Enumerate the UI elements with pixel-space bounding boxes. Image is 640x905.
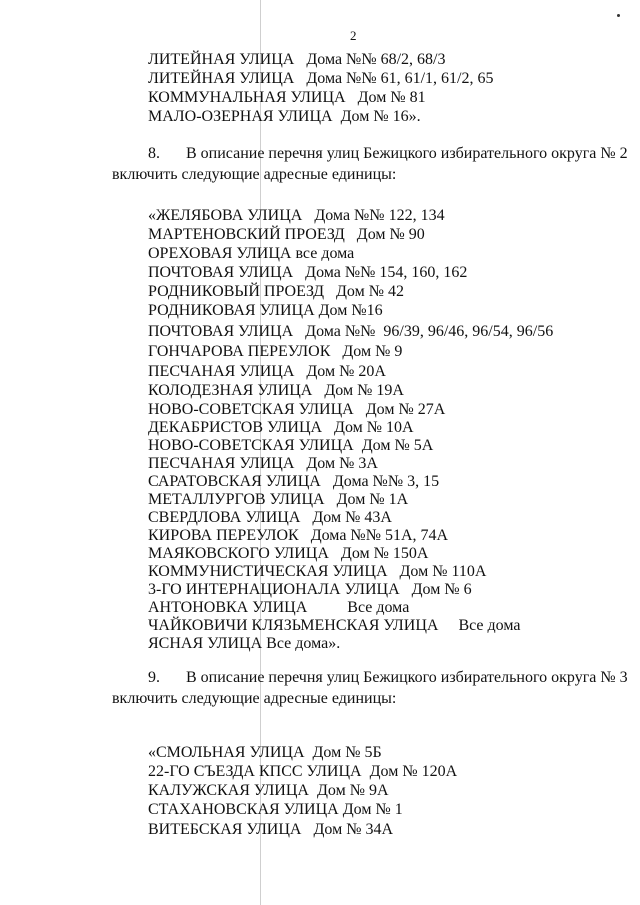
address-line: ЯСНАЯ УЛИЦА Все дома». — [148, 635, 341, 652]
scan-speck — [617, 14, 620, 17]
address-line: ПОЧТОВАЯ УЛИЦА Дома №№ 96/39, 96/46, 96/54, 96/56 — [148, 323, 554, 340]
address-line: ЧАЙКОВИЧИ КЛЯЗЬМЕНСКАЯ УЛИЦА Все дома — [148, 617, 521, 634]
address-line: ПЕСЧАНАЯ УЛИЦА Дом № 20А — [148, 363, 386, 380]
address-line: КОММУНИСТИЧЕСКАЯ УЛИЦА Дом № 110А — [148, 563, 487, 580]
address-line: ВИТЕБСКАЯ УЛИЦА Дом № 34А — [148, 821, 394, 838]
paragraph-8-number: 8. — [148, 145, 160, 162]
address-line: «СМОЛЬНАЯ УЛИЦА Дом № 5Б — [148, 744, 382, 761]
address-line: ПОЧТОВАЯ УЛИЦА Дома №№ 154, 160, 162 — [148, 264, 468, 281]
address-line: КОММУНАЛЬНАЯ УЛИЦА Дом № 81 — [148, 89, 426, 106]
address-line: 3-ГО ИНТЕРНАЦИОНАЛА УЛИЦА Дом № 6 — [148, 581, 472, 598]
address-line: СТАХАНОВСКАЯ УЛИЦА Дом № 1 — [148, 801, 403, 818]
address-line: ГОНЧАРОВА ПЕРЕУЛОК Дом № 9 — [148, 343, 403, 360]
page-number: 2 — [350, 28, 357, 43]
address-line: МАЯКОВСКОГО УЛИЦА Дом № 150А — [148, 545, 429, 562]
address-line: СВЕРДЛОВА УЛИЦА Дом № 43А — [148, 509, 392, 526]
address-line: МЕТАЛЛУРГОВ УЛИЦА Дом № 1А — [148, 491, 409, 508]
paragraph-8-text: В описание перечня улиц Бежицкого избирательного округа № 2 — [186, 145, 628, 162]
address-line: ЛИТЕЙНАЯ УЛИЦА Дома №№ 61, 61/1, 61/2, 65 — [148, 70, 494, 87]
address-line: АНТОНОВКА УЛИЦА Все дома — [148, 599, 410, 616]
address-line: МАРТЕНОВСКИЙ ПРОЕЗД Дом № 90 — [148, 226, 425, 243]
paragraph-9-text: В описание перечня улиц Бежицкого избирательного округа № 3 — [186, 669, 628, 686]
paragraph-9-continuation: включить следующие адресные единицы: — [112, 690, 397, 707]
address-line: МАЛО-ОЗЕРНАЯ УЛИЦА Дом № 16». — [148, 108, 421, 125]
paragraph-9-number: 9. — [148, 669, 160, 686]
address-line: НОВО-СОВЕТСКАЯ УЛИЦА Дом № 27А — [148, 401, 446, 418]
paragraph-8-continuation: включить следующие адресные единицы: — [112, 166, 397, 183]
address-line: КАЛУЖСКАЯ УЛИЦА Дом № 9А — [148, 782, 389, 799]
address-line: 22-ГО СЪЕЗДА КПСС УЛИЦА Дом № 120А — [148, 763, 458, 780]
address-line: РОДНИКОВАЯ УЛИЦА Дом №16 — [148, 302, 383, 319]
address-line: КИРОВА ПЕРЕУЛОК Дома №№ 51А, 74А — [148, 527, 449, 544]
address-line: «ЖЕЛЯБОВА УЛИЦА Дома №№ 122, 134 — [148, 207, 445, 224]
address-line: ПЕСЧАНАЯ УЛИЦА Дом № 3А — [148, 455, 378, 472]
address-line: ДЕКАБРИСТОВ УЛИЦА Дом № 10А — [148, 419, 414, 436]
address-line: НОВО-СОВЕТСКАЯ УЛИЦА Дом № 5А — [148, 437, 434, 454]
address-line: КОЛОДЕЗНАЯ УЛИЦА Дом № 19А — [148, 382, 404, 399]
address-line: САРАТОВСКАЯ УЛИЦА Дома №№ 3, 15 — [148, 473, 440, 490]
address-line: ОРЕХОВАЯ УЛИЦА все дома — [148, 245, 355, 262]
address-line: ЛИТЕЙНАЯ УЛИЦА Дома №№ 68/2, 68/3 — [148, 51, 446, 68]
address-line: РОДНИКОВЫЙ ПРОЕЗД Дом № 42 — [148, 283, 405, 300]
